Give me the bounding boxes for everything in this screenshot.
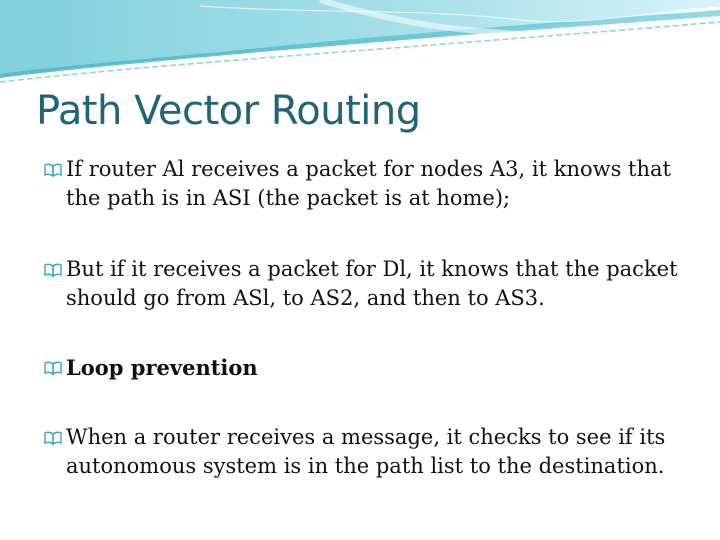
- bullet-item: [44, 353, 694, 382]
- bullet-line: But if it receives a packet for Dl, it knows that the packet: [66, 257, 678, 281]
- header-wave-decoration: [0, 0, 720, 90]
- bullet-item: [44, 255, 694, 313]
- bullet-line: When a router receives a message, it checks to see if its: [66, 425, 666, 449]
- bullet-item: [44, 155, 694, 213]
- bullet-line: the path is in ASI (the packet is at home);: [66, 186, 511, 210]
- open-book-icon: [44, 360, 62, 376]
- bullet-heading: Loop prevention: [66, 355, 258, 380]
- open-book-icon: [44, 430, 62, 446]
- bullet-line: should go from ASl, to AS2, and then to AS3.: [66, 286, 545, 310]
- bullet-item: [44, 423, 694, 481]
- bullet-line: autonomous system is in the path list to the destination.: [66, 454, 665, 478]
- bullet-line: If router Al receives a packet for nodes A3, it knows that: [66, 157, 671, 181]
- open-book-icon: [44, 162, 62, 178]
- slide-title: Path Vector Routing: [36, 88, 421, 134]
- open-book-icon: [44, 262, 62, 278]
